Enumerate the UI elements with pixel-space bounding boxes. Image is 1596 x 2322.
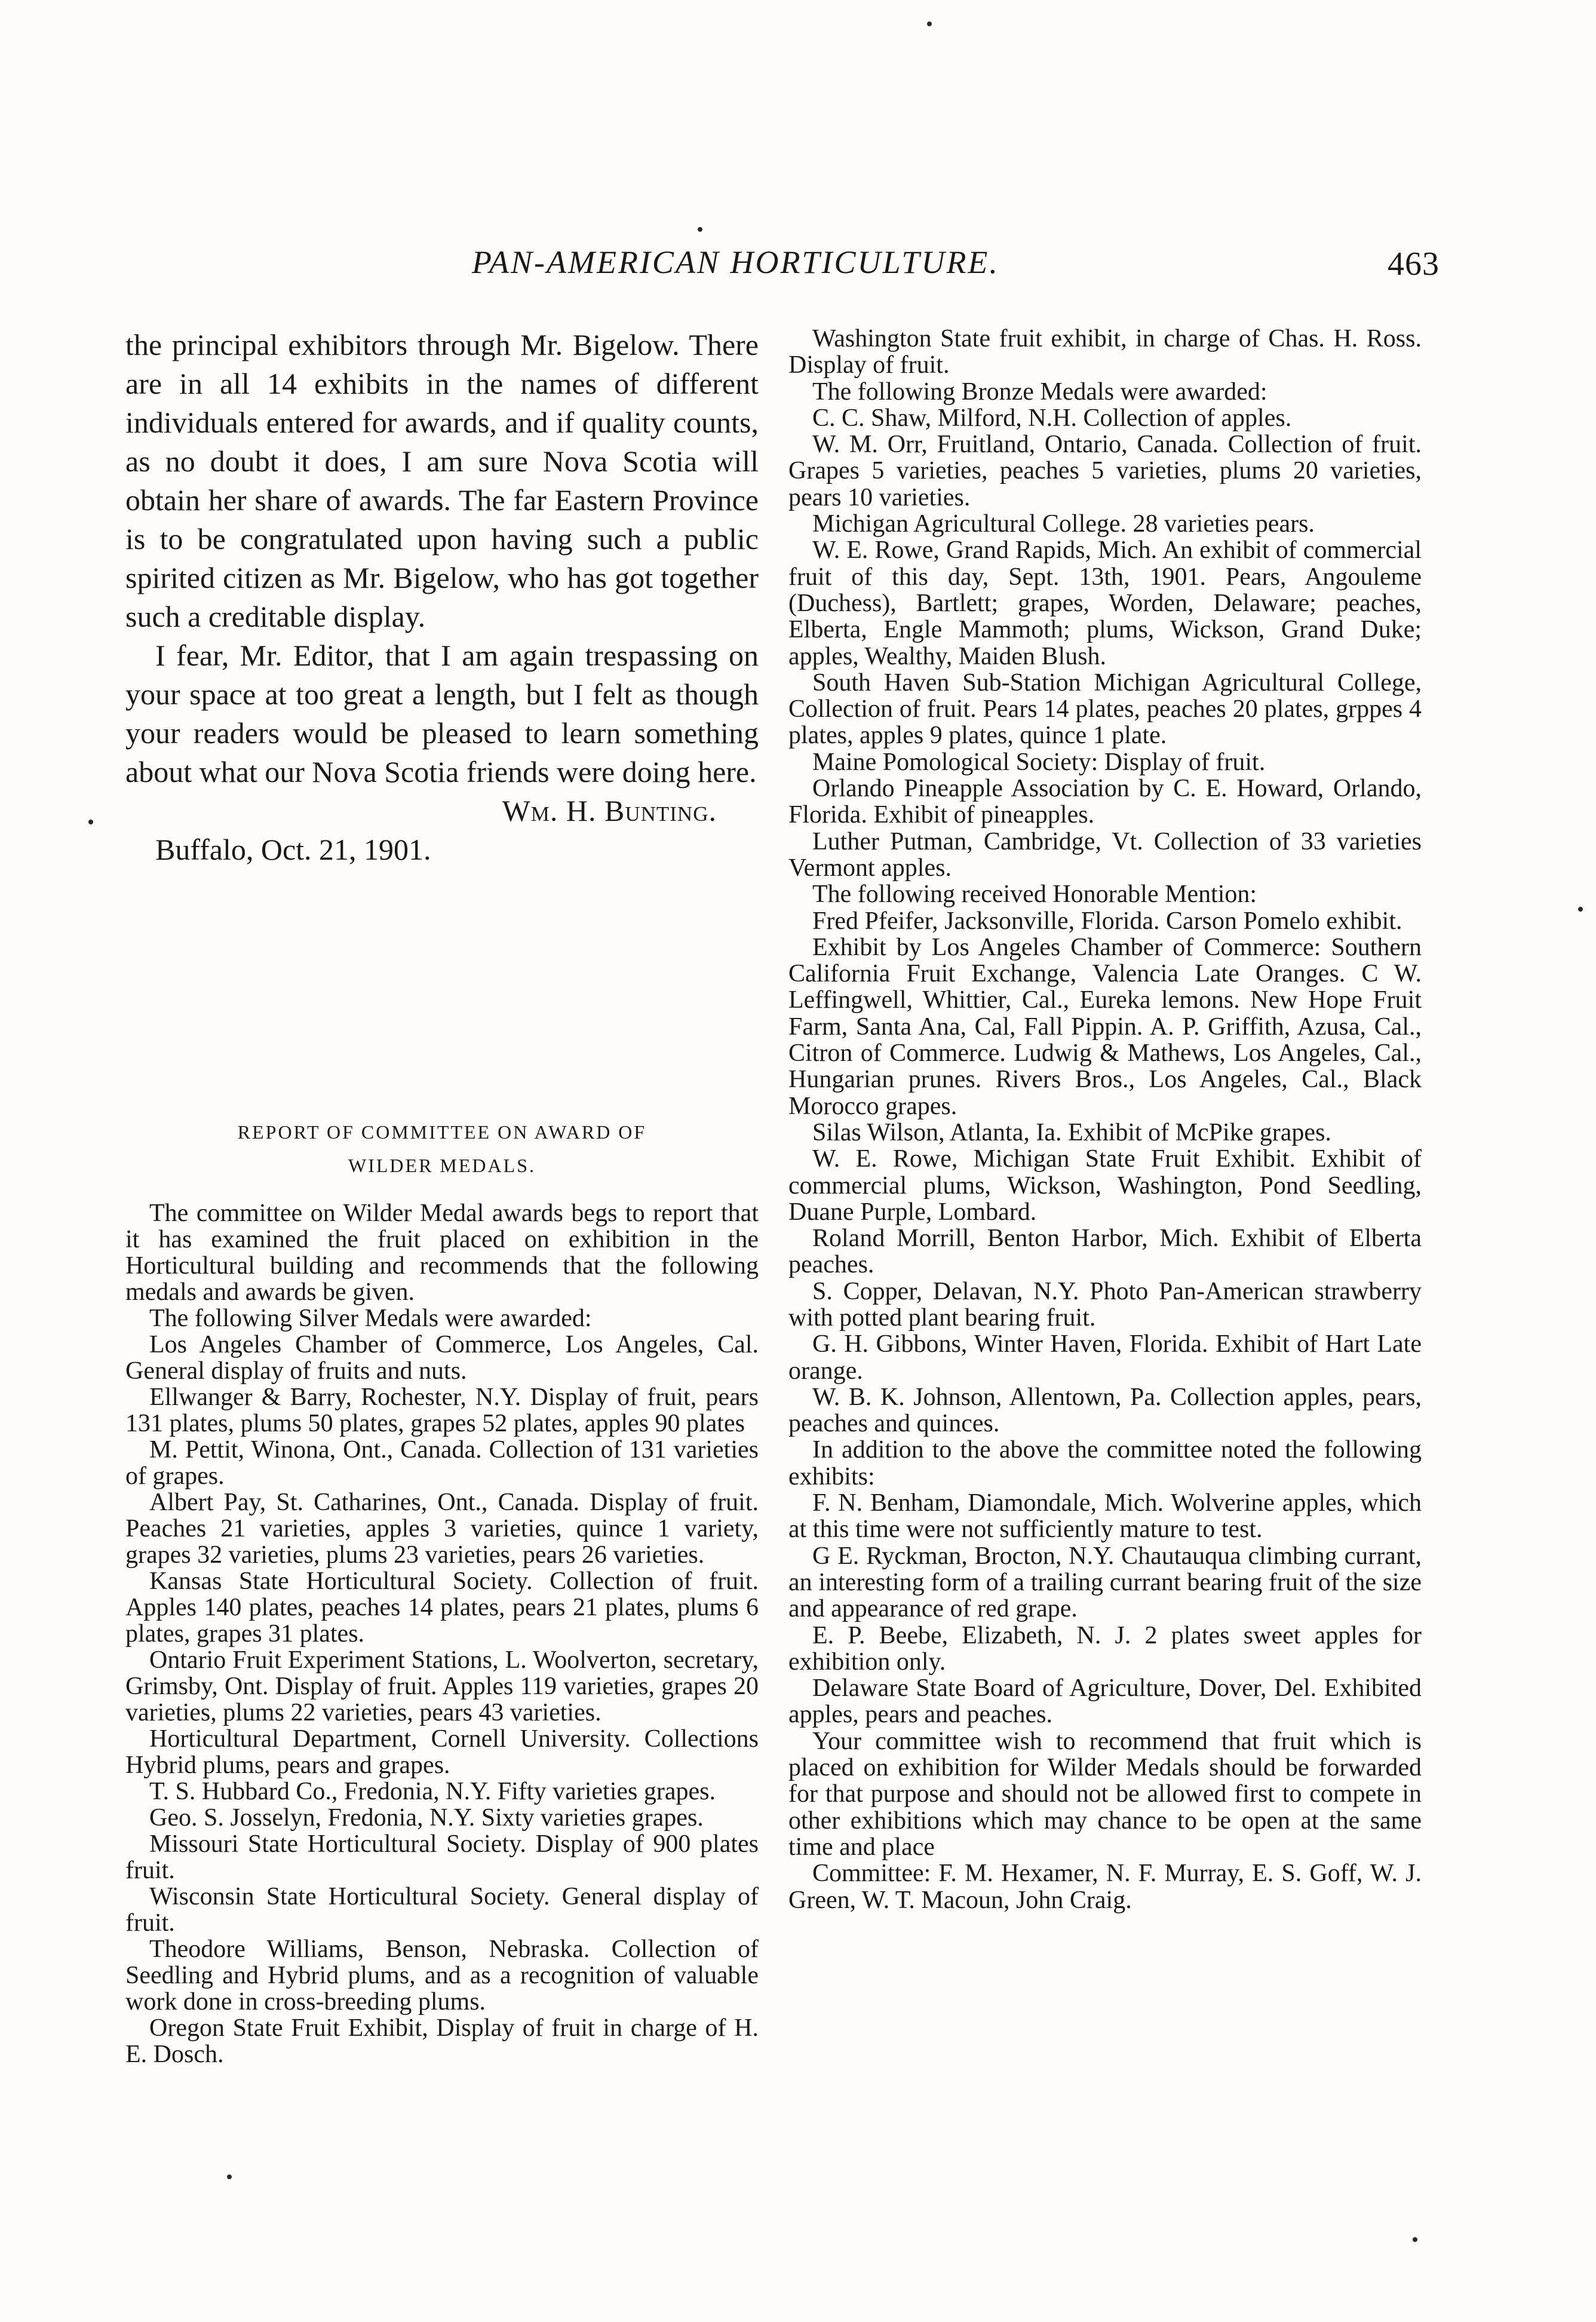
left-column-letter [125, 326, 759, 869]
award-entry: Silas Wilson, Atlanta, Ia. Exhibit of McPike grapes. [812, 1118, 1331, 1146]
award-entry: W. B. K. Johnson, Allentown, Pa. Collection apples, pears, peaches and quinces. [788, 1383, 1422, 1438]
section-intro: The following received Honorable Mention: [812, 881, 1257, 909]
award-entry: Michigan Agricultural College. 28 varieties pears. [812, 510, 1315, 538]
award-entry: Theodore Williams, Benson, Nebraska. Collection of Seedling and Hybrid plums, and as a recognition of valuable work done in cross-breeding plums. [125, 1935, 759, 2016]
award-entry: T. S. Hubbard Co., Fredonia, N.Y. Fifty varieties grapes. [149, 1778, 716, 1805]
award-entry: Oregon State Fruit Exhibit, Display of fruit in charge of H. E. Dosch. [125, 2014, 759, 2068]
award-entry: G. H. Gibbons, Winter Haven, Florida. Exhibit of Hart Late orange. [788, 1330, 1422, 1385]
award-entry: E. P. Beebe, Elizabeth, N. J. 2 plates sweet apples for exhibition only. [788, 1621, 1422, 1676]
award-entry: South Haven Sub-Station Michigan Agricultural College, Collection of fruit. Pears 14 plates, peaches 20 plates, grppes 4 plates, apples 9 plates, quince 1 plate. [788, 668, 1422, 750]
scan-speck [227, 2174, 232, 2179]
section-intro: The following Bronze Medals were awarded: [812, 378, 1267, 406]
award-entry: Albert Pay, St. Catharines, Ont., Canada. Display of fruit. Peaches 21 varieties, apples 3 varieties, quince 1 variety, grapes 32 varieties, plums 23 varieties, pears 26 varieties. [125, 1489, 759, 1569]
award-entry: Washington State fruit exhibit, in charge of Chas. H. Ross. Display of fruit. [788, 325, 1422, 379]
page-number: 463 [1388, 246, 1440, 283]
award-entry: Fred Pfeifer, Jacksonville, Florida. Carson Pomelo exhibit. [812, 907, 1402, 935]
running-header [472, 244, 1440, 292]
award-entry: Missouri State Horticultural Society. Display of 900 plates fruit. [125, 1830, 759, 1884]
award-entry: Roland Morrill, Benton Harbor, Mich. Exhibit of Elberta peaches. [788, 1225, 1422, 1279]
award-entry: Exhibit by Los Angeles Chamber of Commerce: Southern California Fruit Exchange, Valencia Late Oranges. C W. Leffingwell, Whittier, Cal., Eureka lemons. New Hope Fruit Farm, Santa Ana, Cal, Fall Pippin. A. P. Griffith, Azusa, Cal., Citron of Commerce. Ludwig & Mathews, Los Angeles, Cal., Hungarian prunes. Rivers Bros., Los Angeles, Cal., Black Morocco grapes. [788, 933, 1422, 1120]
award-entry: M. Pettit, Winona, Ont., Canada. Collection of 131 varieties of grapes. [125, 1436, 759, 1490]
award-entry: Wisconsin State Horticultural Society. General display of fruit. [125, 1883, 759, 1937]
scan-speck [88, 820, 93, 824]
left-column-report [125, 1084, 759, 2068]
signature: Wm. H. Bunting. [502, 794, 717, 827]
report-paragraph: The committee on Wilder Medal awards begs to report that it has examined the fruit placed on exhibition in the Horticultural building and recommends that the following medals and awards be given. [125, 1200, 759, 1306]
award-entry: Maine Pomological Society: Display of fruit. [812, 748, 1266, 776]
award-entry: Ellwanger & Barry, Rochester, N.Y. Display of fruit, pears 131 plates, plums 50 plates, grapes 52 plates, apples 90 plates [125, 1384, 759, 1437]
award-entry: Horticultural Department, Cornell University. Collections Hybrid plums, pears and grapes. [125, 1725, 759, 1779]
award-entry: W. E. Rowe, Grand Rapids, Mich. An exhibit of commercial fruit of this day, Sept. 13th, 1901. Pears, Angouleme (Duchess), Bartlett; grapes, Worden, Delaware; peaches, Elberta, Engle Mammoth; plums, Wickson, Grand Duke; apples, Wealthy, Maiden Blush. [788, 536, 1422, 670]
report-paragraph: The following Silver Medals were awarded: [149, 1305, 592, 1332]
scan-speck [1413, 2237, 1417, 2242]
section-intro: In addition to the above the committee noted the following exhibits: [788, 1436, 1422, 1490]
report-heading: REPORT OF COMMITTEE ON AWARD OF [237, 1121, 647, 1143]
award-entry: F. N. Benham, Diamondale, Mich. Wolverine apples, which at this time were not sufficiently mature to test. [788, 1489, 1422, 1544]
award-entry: S. Copper, Delavan, N.Y. Photo Pan-American strawberry with potted plant bearing fruit. [788, 1277, 1422, 1332]
award-entry: Geo. S. Josselyn, Fredonia, N.Y. Sixty varieties grapes. [149, 1804, 704, 1832]
award-entry: C. C. Shaw, Milford, N.H. Collection of apples. [812, 404, 1292, 432]
right-column [788, 326, 1422, 1913]
place-date: Buffalo, Oct. 21, 1901. [155, 833, 431, 866]
running-title: PAN-AMERICAN HORTICULTURE. [472, 244, 999, 280]
award-entry: W. M. Orr, Fruitland, Ontario, Canada. Collection of fruit. Grapes 5 varieties, peaches 5 varieties, plums 20 varieties, pears 10 varieties. [788, 431, 1422, 511]
letter-paragraph: I fear, Mr. Editor, that I am again trespassing on your space at too great a length, but I felt as though your readers would be pleased to learn something about what our Nova Scotia friends were doing here. [125, 639, 759, 789]
award-entry: Delaware State Board of Agriculture, Dover, Del. Exhibited apples, pears and peaches. [788, 1674, 1422, 1729]
award-entry: Orlando Pineapple Association by C. E. Howard, Orlando, Florida. Exhibit of pineapples. [788, 775, 1422, 829]
scan-speck [698, 227, 702, 232]
scan-speck [927, 22, 932, 26]
letter-paragraph: the principal exhibitors through Mr. Bigelow. There are in all 14 exhibits in the names of different individuals entered for awards, and if quality counts, as no doubt it does, I am sure Nova Scotia will obtain her share of awards. The far Eastern Province is to be congratulated upon having such a public spirited citizen as Mr. Bigelow, who has got together such a creditable display. [125, 328, 759, 633]
award-entry: Luther Putman, Cambridge, Vt. Collection of 33 varieties Vermont apples. [788, 827, 1422, 882]
report-heading-sub: WILDER MEDALS. [348, 1155, 536, 1176]
award-entry: W. E. Rowe, Michigan State Fruit Exhibit. Exhibit of commercial plums, Wickson, Washington, Pond Seedling, Duane Purple, Lombard. [788, 1145, 1422, 1226]
award-entry: Los Angeles Chamber of Commerce, Los Angeles, Cal. General display of fruits and nuts. [125, 1331, 759, 1385]
scan-speck [1578, 907, 1583, 912]
committee-signatures: Committee: F. M. Hexamer, N. F. Murray, E. S. Goff, W. J. Green, W. T. Macoun, John Craig. [788, 1860, 1422, 1914]
award-entry: Ontario Fruit Experiment Stations, L. Woolverton, secretary, Grimsby, Ont. Display of fruit. Apples 119 varieties, grapes 20 varieties, plums 22 varieties, pears 43 varieties. [125, 1646, 759, 1726]
award-entry: G E. Ryckman, Brocton, N.Y. Chautauqua climbing currant, an interesting form of a trailing currant bearing fruit of the size and appearance of red grape. [788, 1542, 1422, 1623]
award-entry: Kansas State Horticultural Society. Collection of fruit. Apples 140 plates, peaches 14 plates, pears 21 plates, plums 6 plates, grapes 31 plates. [125, 1568, 759, 1648]
recommendation: Your committee wish to recommend that fruit which is placed on exhibition for Wilder Medals should be forwarded for that purpose and should not be allowed first to compete in other exhibitions which may chance to be open at the same time and place [788, 1727, 1422, 1861]
